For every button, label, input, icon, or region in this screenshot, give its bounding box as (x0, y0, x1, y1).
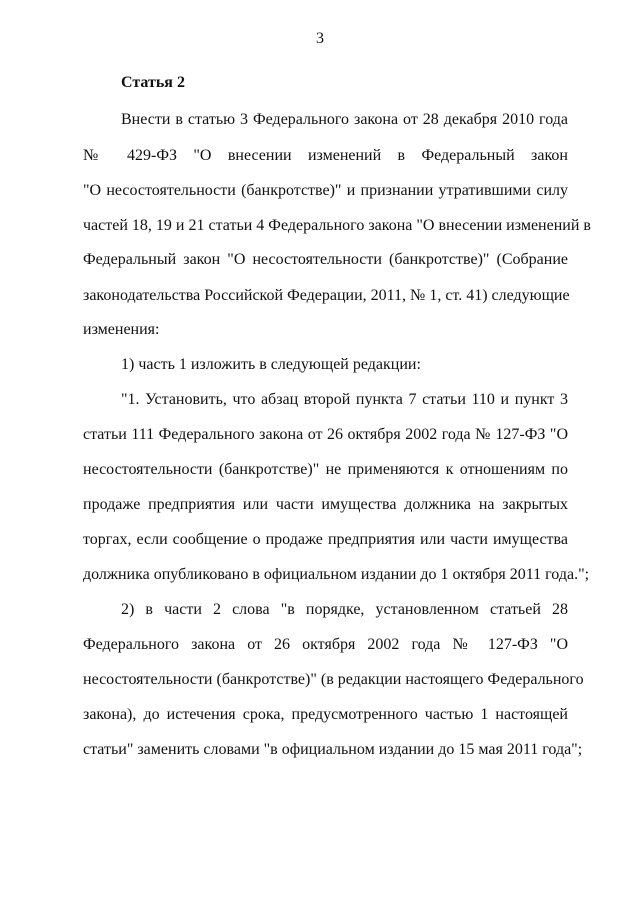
article-heading: Статья 2 (121, 74, 185, 91)
list-item-2: 2) в части 2 слова "в порядке, установленном статьей 28 (121, 601, 568, 618)
paragraph-line: изменения: (83, 321, 160, 338)
quote-line: статьи 111 Федерального закона от 26 октября 2002 года № 127-ФЗ "О (83, 426, 568, 443)
paragraph-line: несостоятельности (банкротстве)" (в редакции настоящего Федерального (83, 671, 584, 688)
paragraph-line: № 429-ФЗ "О внесении изменений в Федеральный закон (83, 147, 568, 164)
quote-line: несостоятельности (банкротстве)" не применяются к отношениям по (83, 461, 568, 478)
paragraph-line: Федеральный закон "О несостоятельности (банкротстве)" (Собрание (83, 251, 568, 268)
list-item-1: 1) часть 1 изложить в следующей редакции: (121, 356, 421, 373)
quote-line: должника опубликовано в официальном издании до 1 октября 2011 года."; (83, 566, 590, 583)
paragraph-line: частей 18, 19 и 21 статьи 4 Федерального закона "О внесении изменений в (83, 217, 591, 234)
paragraph-line: "О несостоятельности (банкротстве)" и признании утратившими силу (83, 182, 568, 199)
quote-line: "1. Установить, что абзац второй пункта 7 статьи 110 и пункт 3 (121, 391, 568, 408)
paragraph-line: статьи" заменить словами "в официальном издании до 15 мая 2011 года"; (83, 741, 583, 758)
quote-line: продаже предприятия или части имущества должника на закрытых (83, 496, 568, 513)
paragraph-line: закона), до истечения срока, предусмотренного частью 1 настоящей (83, 706, 568, 723)
quote-line: торгах, если сообщение о продаже предприятия или части имущества (83, 531, 568, 548)
paragraph-line: законодательства Российской Федерации, 2011, № 1, ст. 41) следующие (83, 287, 570, 304)
page-number: 3 (316, 30, 324, 47)
paragraph-line: Федерального закона от 26 октября 2002 года № 127-ФЗ "О (83, 636, 568, 653)
paragraph-line: Внести в статью 3 Федерального закона от 28 декабря 2010 года (121, 111, 568, 128)
